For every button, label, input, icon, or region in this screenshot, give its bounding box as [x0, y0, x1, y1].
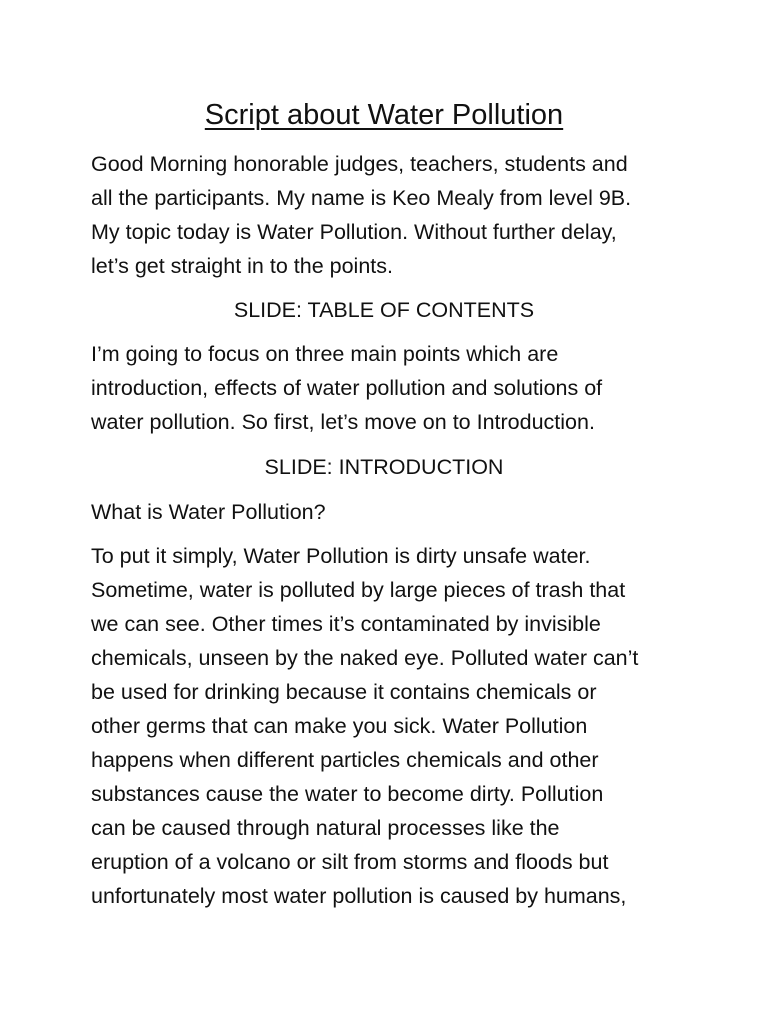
definition-line: substances cause the water to become dirty. Pollution [91, 782, 604, 806]
toc-line: water pollution. So first, let’s move on to Introduction. [91, 410, 595, 434]
question-line: What is Water Pollution? [91, 500, 326, 524]
definition-line: Sometime, water is polluted by large pieces of trash that [91, 578, 626, 602]
definition-line: eruption of a volcano or silt from storms and floods but [91, 850, 609, 874]
definition-line: unfortunately most water pollution is caused by humans, [91, 884, 627, 908]
definition-line: happens when different particles chemicals and other [91, 748, 599, 772]
intro-line: Good Morning honorable judges, teachers, students and [91, 152, 628, 176]
definition-line: To put it simply, Water Pollution is dirty unsafe water. [91, 544, 591, 568]
toc-paragraph [91, 337, 691, 439]
definition-line: can be caused through natural processes like the [91, 816, 560, 840]
definition-line: chemicals, unseen by the naked eye. Polluted water can’t [91, 646, 639, 670]
intro-line: let’s get straight in to the points. [91, 254, 393, 278]
slide-heading-table-of-contents: SLIDE: TABLE OF CONTENTS [233, 298, 535, 322]
definition-paragraph [91, 539, 691, 913]
document-title: Script about Water Pollution [204, 99, 564, 131]
slide-heading-introduction: SLIDE: INTRODUCTION [264, 455, 504, 479]
toc-line: introduction, effects of water pollution and solutions of [91, 376, 603, 400]
toc-line: I’m going to focus on three main points which are [91, 342, 559, 366]
intro-paragraph [91, 147, 691, 283]
question-paragraph [91, 495, 691, 529]
intro-line: My topic today is Water Pollution. Without further delay, [91, 220, 617, 244]
definition-line: be used for drinking because it contains chemicals or [91, 680, 597, 704]
definition-line: other germs that can make you sick. Water Pollution [91, 714, 588, 738]
intro-line: all the participants. My name is Keo Mealy from level 9B. [91, 186, 632, 210]
definition-line: we can see. Other times it’s contaminated by invisible [91, 612, 601, 636]
